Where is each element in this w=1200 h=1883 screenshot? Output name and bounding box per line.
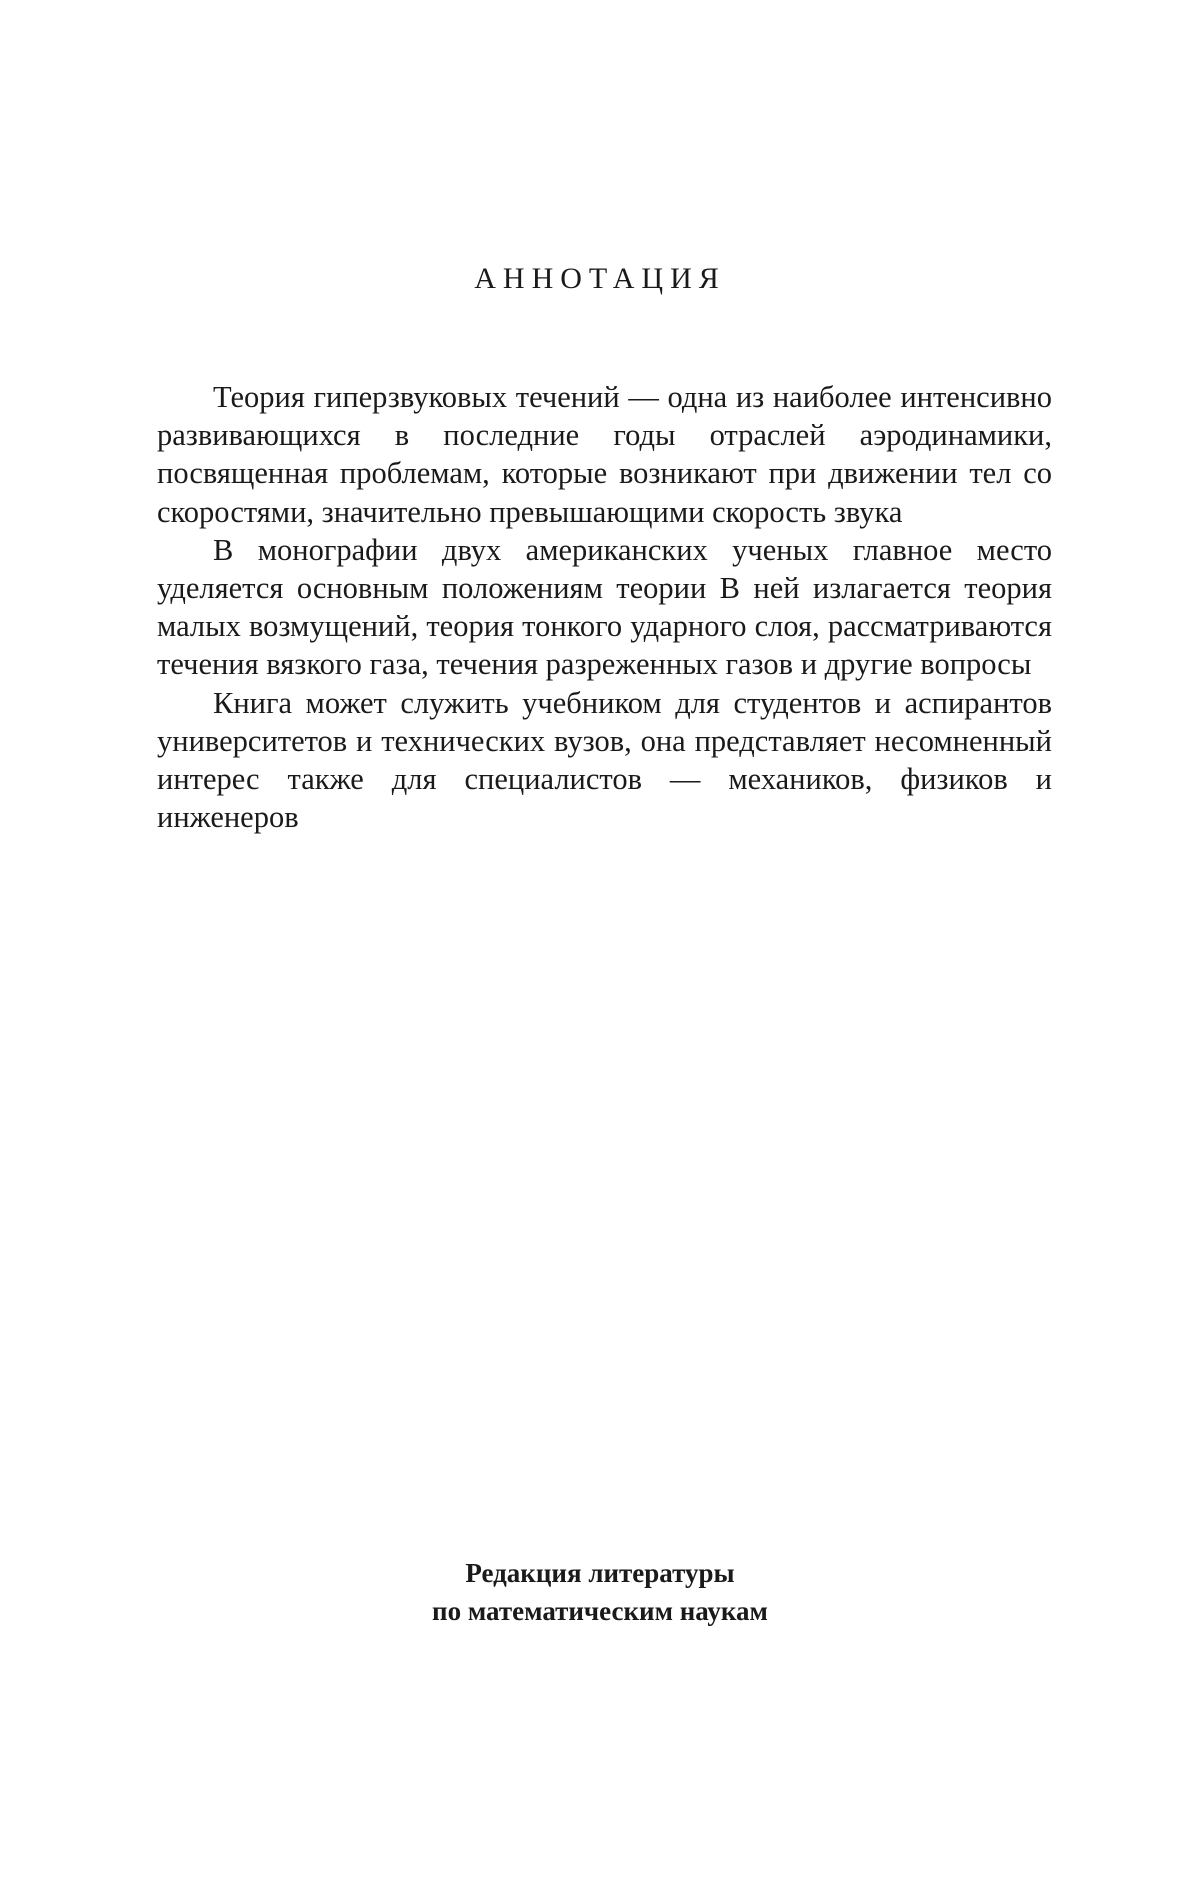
annotation-body <box>157 378 1052 836</box>
annotation-paragraph-1: Теория гиперзвуковых течений — одна из наиболее интенсивно развивающихся в последние годы отраслей аэродинамики, посвященная проблемам, которые возникают при движении тел со скоростями, значительно превышающими скорость звука <box>157 380 1052 529</box>
annotation-paragraph-3: Книга может служить учебником для студентов и аспирантов университетов и технических вузов, она представляет несомненный интерес также для специалистов — механиков, физиков и инженеров <box>157 685 1052 835</box>
imprint-line-1: Редакция литературы <box>465 1558 735 1588</box>
annotation-paragraph-2: В монографии двух американских ученых главное место уделяется основным положениям теории В ней излагается теория малых возмущений, теория тонкого ударного слоя, рассматриваются течения вязкого газа, течения разреженных газов и другие вопросы <box>157 532 1052 682</box>
editorial-imprint <box>0 1554 1200 1630</box>
page-title: АННОТАЦИЯ <box>474 262 726 295</box>
imprint-line-2: по математическим наукам <box>432 1596 768 1626</box>
